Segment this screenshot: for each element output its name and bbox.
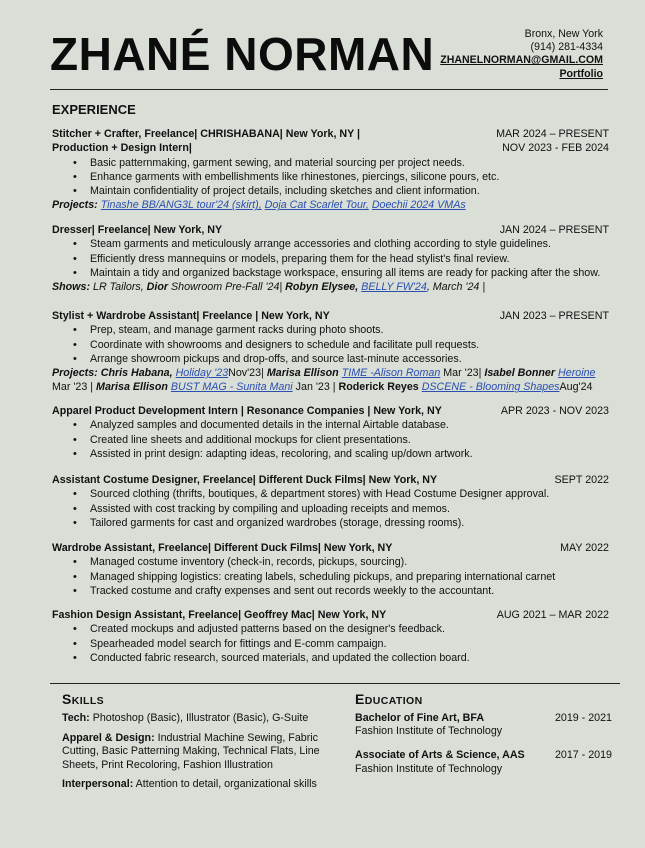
projects-line-cont <box>52 380 609 394</box>
job-title: Stitcher + Crafter, Freelance| CHRISHABANA| New York, NY | <box>52 128 361 140</box>
skill-tech <box>62 712 332 726</box>
job-entry <box>52 309 609 395</box>
degree: Associate of Arts & Science, AAS <box>355 749 525 762</box>
job-entry <box>52 127 609 213</box>
bullet-item: • Enhance garments with embellishments like rhinestones, piercings, silicone pours, etc. <box>52 170 609 184</box>
project-link[interactable]: Heroine <box>558 367 596 380</box>
job-title: Wardrobe Assistant, Freelance| Different Duck Films| New York, NY <box>52 542 393 554</box>
bullet-item: • Managed shipping logistics: creating labels, scheduling pickups, and preparing international carnet <box>52 570 609 584</box>
heading-rest: DUCATION <box>364 695 423 707</box>
job-date: JAN 2023 – PRESENT <box>499 310 609 322</box>
bullet-item: • Tracked costume and crafty expenses and sent out records weekly to the accountant. <box>52 584 609 598</box>
education-item <box>355 749 612 775</box>
bullet-item: • Maintain confidentiality of project details, including sketches and client information. <box>52 184 609 198</box>
bullet-item: • Analyzed samples and documented details in the internal Airtable database. <box>52 418 609 432</box>
project-link[interactable]: TIME -Alison Roman <box>341 367 441 380</box>
job-title: Stylist + Wardrobe Assistant| Freelance | New York, NY <box>52 310 330 322</box>
education-block <box>355 712 612 787</box>
job-entry <box>52 608 609 665</box>
show-name: Showroom Pre-Fall '24| <box>171 281 283 294</box>
projects-line <box>52 366 609 380</box>
job-entry <box>52 473 609 530</box>
bullet-item: • Coordinate with showrooms and designers to schedule and facilitate pull requests. <box>52 338 609 352</box>
job-entry <box>52 223 609 294</box>
bullet-item: • Basic patternmaking, garment sewing, and material sourcing per project needs. <box>52 156 609 170</box>
show-date: , March '24 | <box>426 281 486 294</box>
bullet-item: • Prep, steam, and manage garment racks during photo shoots. <box>52 323 609 337</box>
show-brand: Dior <box>146 281 169 294</box>
show-name: LR Tailors, <box>93 281 144 294</box>
heading-initial: S <box>62 691 72 707</box>
phone: (914) 281-4334 <box>530 41 603 54</box>
bullet-item: • Arrange showroom pickups and drop-offs, and source last-minute accessories. <box>52 352 609 366</box>
skill-value: Industrial Machine Sewing, Fabric Cutting, Basic Patterning Making, Technical Flats, Line Sheets, Print Recoloring, Fashion Illustration <box>62 731 320 771</box>
show-link[interactable]: BELLY FW'24 <box>361 281 427 294</box>
job-title: Dresser| Freelance| New York, NY <box>52 224 223 236</box>
bullet-item: • Conducted fabric research, sourced materials, and updated the collection board. <box>52 651 609 665</box>
bullet-item: • Created line sheets and additional mockups for client presentations. <box>52 433 609 447</box>
degree: Bachelor of Fine Art, BFA <box>355 712 485 724</box>
project-date: Jan '23 | <box>295 381 336 394</box>
client-name: Marisa Ellison <box>96 381 168 394</box>
project-date: Mar '23 | <box>52 381 94 394</box>
bullet-item: • Created mockups and adjusted patterns based on the designer's feedback. <box>52 622 609 636</box>
show-brand: Robyn Elysee, <box>285 281 359 294</box>
bullet-item: • Maintain a tidy and organized backstage workspace, ensuring all items are ready for packing after the show. <box>52 266 609 280</box>
client-name: Isabel Bonner <box>484 367 556 380</box>
bullet-item: • Managed costume inventory (check-in, records, pickups, sourcing). <box>52 555 609 569</box>
school: Fashion Institute of Technology <box>355 725 503 738</box>
client-name: Roderick Reyes <box>338 381 419 394</box>
skills-heading <box>62 691 104 707</box>
bullet-item: • Steam garments and meticulously arrange accessories and clothing according to style guidelines. <box>52 237 609 251</box>
skill-value: Attention to detail, organizational skills <box>133 778 317 791</box>
skill-label: Tech: <box>62 712 90 724</box>
skill-value: Photoshop (Basic), Illustrator (Basic), G-Suite <box>89 712 309 724</box>
skill-label: Apparel & Design: <box>62 731 155 744</box>
projects-line <box>52 198 609 212</box>
job-date: MAY 2022 <box>560 542 609 554</box>
school: Fashion Institute of Technology <box>355 762 503 775</box>
bullet-item: • Spearheaded model search for fittings and E-comm campaign. <box>52 637 609 651</box>
years: 2017 - 2019 <box>554 749 612 762</box>
job-title: Fashion Design Assistant, Freelance| Geoffrey Mac| New York, NY <box>52 609 387 621</box>
project-link[interactable]: Holiday '23 <box>175 367 229 380</box>
bullet-item: • Efficiently dress mannequins or models, preparing them for the head stylist's final review. <box>52 252 609 266</box>
project-link[interactable]: Doja Cat Scarlet Tour, <box>264 199 369 212</box>
client-name: Chris Habana, <box>100 367 173 380</box>
location: Bronx, New York <box>524 28 603 40</box>
skill-label: Interpersonal: <box>62 778 134 791</box>
project-date: Mar '23| <box>443 367 482 380</box>
email-link[interactable]: ZHANELNORMAN@GMAIL.COM <box>440 54 603 67</box>
header-divider <box>50 89 608 90</box>
job-entry <box>52 404 609 461</box>
skill-apparel <box>62 732 332 773</box>
skills-block <box>62 712 332 798</box>
project-date: Aug'24 <box>559 381 593 394</box>
projects-label: Projects: <box>52 367 98 380</box>
experience-heading: EXPERIENCE <box>52 102 136 117</box>
heading-rest: KILLS <box>71 695 105 707</box>
contact-block <box>440 28 603 81</box>
shows-line <box>52 280 609 294</box>
job-date: NOV 2023 - FEB 2024 <box>502 142 609 155</box>
bullet-item: • Tailored garments for cast and organized wardrobes (storage, dressing rooms). <box>52 516 609 530</box>
education-item <box>355 712 612 738</box>
project-date: Nov'23| <box>228 367 264 380</box>
heading-initial: E <box>355 691 365 707</box>
job-title: Assistant Costume Designer, Freelance| Different Duck Films| New York, NY <box>52 474 438 486</box>
bullet-item: • Sourced clothing (thrifts, boutiques, & department stores) with Head Costume Designer approval. <box>52 487 609 501</box>
job-date: APR 2023 - NOV 2023 <box>500 405 609 417</box>
candidate-name: ZHANÉ NORMAN <box>50 28 435 80</box>
skill-interpersonal <box>62 778 332 792</box>
project-link[interactable]: Doechii 2024 VMAs <box>371 199 466 212</box>
job-date: SEPT 2022 <box>554 474 609 486</box>
job-date: MAR 2024 – PRESENT <box>496 128 609 140</box>
job-title: Production + Design Intern| <box>52 142 192 155</box>
job-title: Apparel Product Development Intern | Resonance Companies | New York, NY <box>52 405 442 417</box>
client-name: Marisa Ellison <box>266 367 339 380</box>
project-link[interactable]: BUST MAG - Sunita Mani <box>170 381 293 394</box>
project-link[interactable]: DSCENE - Blooming Shapes <box>421 381 560 394</box>
shows-label: Shows: <box>52 281 91 294</box>
job-entry <box>52 541 609 598</box>
bullet-item: • Assisted in print design: adapting ideas, recoloring, and scaling up/down artwork. <box>52 447 609 461</box>
job-date: JAN 2024 – PRESENT <box>499 224 609 236</box>
bullet-item: • Assisted with cost tracking by compiling and uploading receipts and memos. <box>52 502 609 516</box>
years: 2019 - 2021 <box>554 712 612 724</box>
education-heading <box>355 691 423 707</box>
portfolio-link[interactable]: Portfolio <box>559 67 603 80</box>
projects-label: Projects: <box>52 199 98 212</box>
section-divider <box>50 683 620 684</box>
project-link[interactable]: Tinashe BB/ANG3L tour'24 (skirt), <box>100 199 262 212</box>
job-date: AUG 2021 – MAR 2022 <box>496 609 609 621</box>
